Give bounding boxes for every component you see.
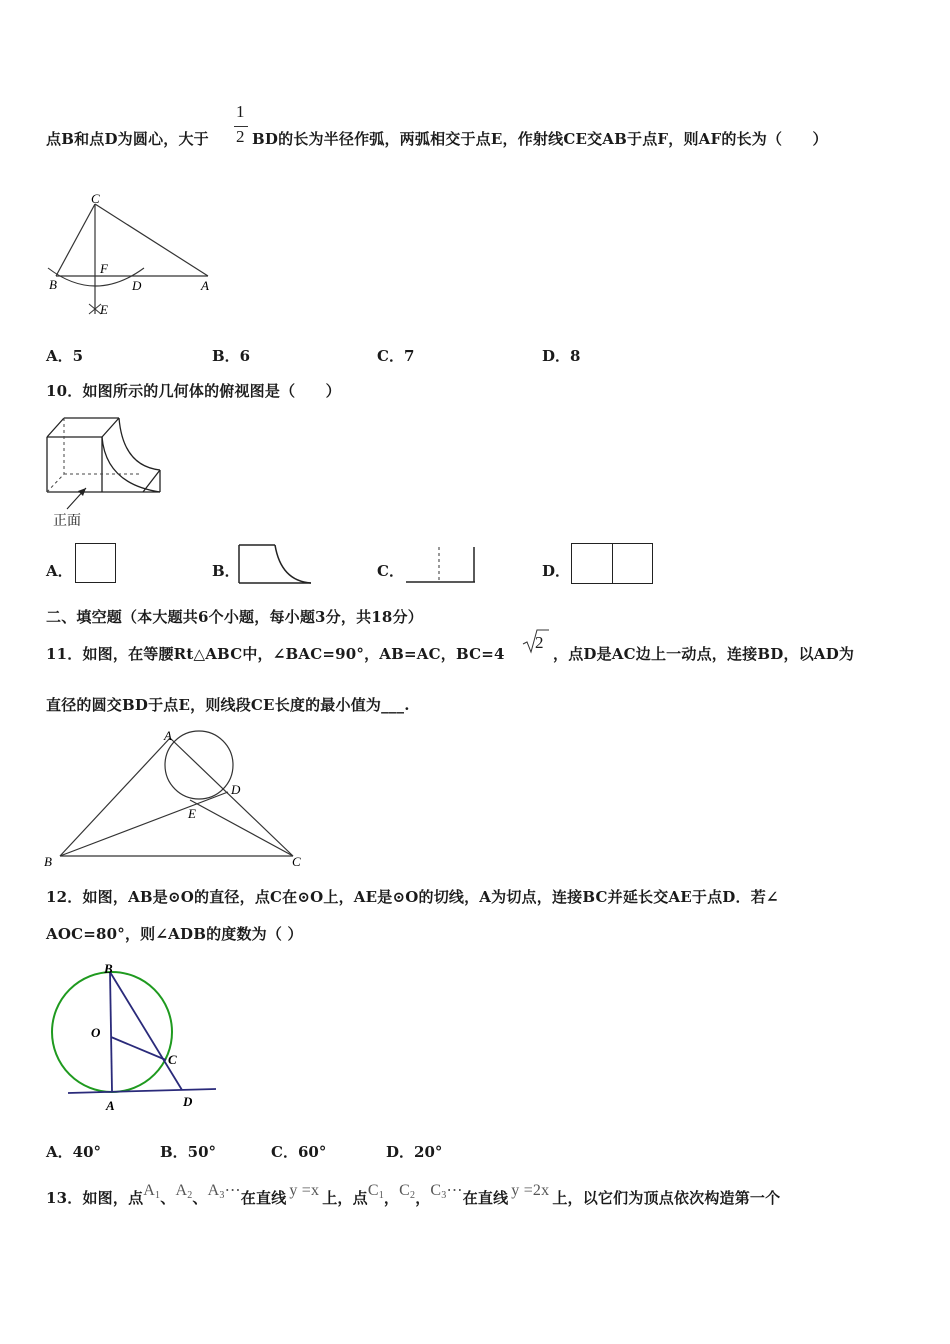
label-o: O [91,1025,101,1040]
line-y-equals-2x: y =2x [511,1182,550,1199]
point-c1: C [367,1182,379,1199]
q12-line2: AOC=80°，则∠ADB的度数为（ ） [46,925,303,943]
q12-line1: 12．如图，AB是⊙O的直径，点C在⊙O上，AE是⊙O的切线，A为切点，连接BC并延长交AE于点D．若∠ [46,888,779,906]
q10-stem: 10．如图所示的几何体的俯视图是（ ） [46,382,341,400]
q11-line1-a: 11．如图，在等腰Rt△ABC中，∠BAC=90°，AB=AC，BC=4 [46,645,505,663]
q13-sep4: ， [415,1189,431,1207]
q10-option-b-figure [237,543,313,585]
q13-prefix: 13．如图，点 [46,1189,144,1207]
label-a: A [106,1098,115,1113]
q10-option-a[interactable]: A． [46,562,73,580]
q11-figure [40,724,310,870]
label-e: E [188,806,196,821]
label-b: B [104,961,113,976]
q12-option-a[interactable]: A．40° [46,1143,102,1161]
q12-figure [40,960,230,1116]
sqrt-value: 2 [535,633,544,652]
label-c: C [292,854,301,869]
point-c3: C [430,1182,442,1199]
line-y-equals-x: y =x [289,1182,320,1199]
q13-mid1: 在直线 [240,1189,287,1207]
q12-option-d[interactable]: D．20° [386,1143,443,1161]
label-a: A [201,278,209,293]
ellipsis-1: ⋯ [224,1182,241,1199]
q10-option-d-divider [612,543,613,583]
q13-mid2: 上，点 [322,1189,368,1207]
q10-option-b[interactable]: B． [212,562,240,580]
q9-text-before: 点B和点D为圆心，大于 [46,130,209,148]
section-2-title: 二、填空题（本大题共6个小题，每小题3分，共18分） [46,608,423,626]
q9-option-a[interactable]: A．5 [46,347,84,365]
point-a2: A [175,1182,188,1199]
q13-sep3: ， [383,1189,400,1207]
q12-option-c[interactable]: C．60° [271,1143,327,1161]
q9-option-d[interactable]: D．8 [542,347,581,365]
label-b: B [49,277,57,292]
q13-sep2: 、 [192,1189,208,1207]
q11-line1-b: ，点D是AC边上一动点，连接BD，以AD为 [553,645,855,663]
label-c: C [168,1052,177,1067]
q12-option-b[interactable]: B．50° [160,1143,217,1161]
label-d: D [231,782,241,797]
q13-suffix: 上，以它们为顶点依次构造第一个 [552,1189,781,1207]
ellipsis-2: ⋯ [446,1182,463,1199]
fraction-denominator: 2 [236,127,245,146]
label-e: E [100,302,108,317]
point-a1: A [143,1182,156,1199]
q13-mid3: 在直线 [462,1189,509,1207]
label-d: D [183,1094,193,1109]
q9-option-b[interactable]: B．6 [212,347,251,365]
q13-sep1: 、 [160,1189,176,1207]
q10-option-a-figure [75,543,116,583]
label-c: C [91,192,100,206]
label-f: F [100,261,108,276]
q10-option-d[interactable]: D． [542,562,571,580]
front-view-label: 正面 [53,513,81,529]
fraction-numerator: 1 [236,102,245,121]
q9-text-after: BD的长为半径作弧，两弧相交于点E，作射线CE交AB于点F，则AF的长为（ ） [252,130,828,148]
point-a3: A [207,1182,220,1199]
q10-option-c[interactable]: C． [377,562,404,580]
q13-line: 13．如图，点$A_1$、$A_2$、$A_3\cdots$在直线 y =x 上，点$C_1$，$C_2$，$C_3\cdots$在直线 y =2x 上，以它们为顶点依次构造第一个 [46,1182,781,1207]
q11-line2: 直径的圆交BD于点E，则线段CE长度的最小值为___. [46,696,410,714]
q9-figure [40,192,230,322]
label-a: A [164,728,172,743]
label-d: D [132,278,142,293]
q9-option-c[interactable]: C．7 [377,347,415,365]
q10-option-c-figure [405,545,477,585]
label-b: B [44,854,52,869]
point-c2: C [399,1182,410,1199]
